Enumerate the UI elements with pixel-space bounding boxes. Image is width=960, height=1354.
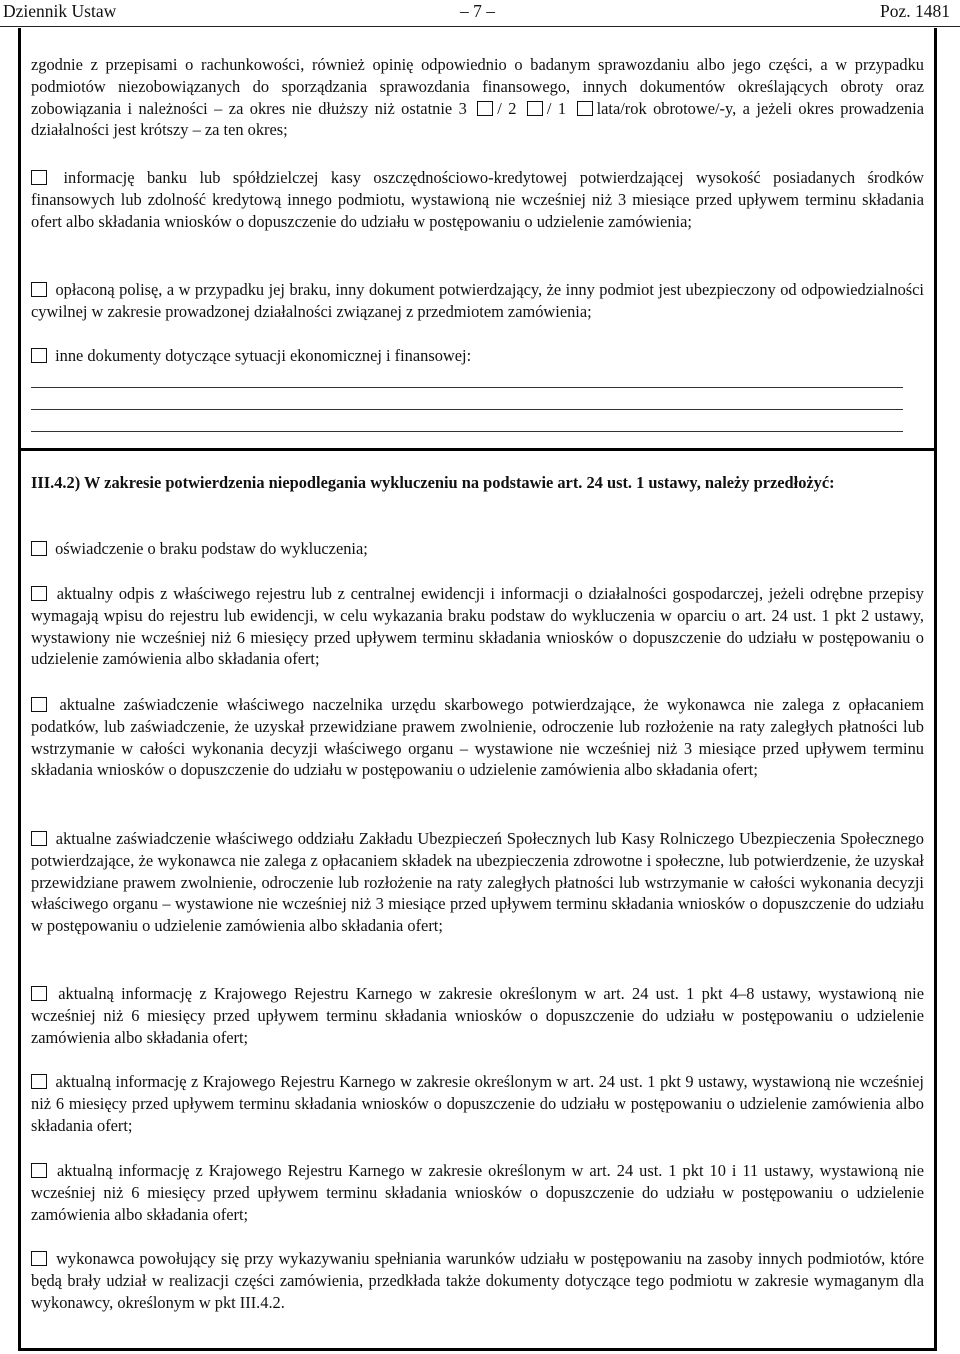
page-header [0, 0, 960, 27]
bank-information-item: informację banku lub spółdzielczej kasy oszczędnościowo-kredytowej potwierdzającej wysokość posiadanych środków finansowych lub zdolność kredytową innego podmiotu, wystawioną nie wcześniej niż 3 miesiące przed upływem terminu składania ofert albo składania wniosków o dopuszczenie do udziału w postępowaniu o udzielenie zamówienia; [31, 168, 924, 231]
checkbox-krk-4-8[interactable] [31, 986, 47, 1001]
checkbox-bank-information[interactable] [31, 170, 47, 185]
krk-4-8-item: aktualną informację z Krajowego Rejestru Karnego w zakresie określonym w art. 24 ust. 1 pkt 4–8 ustawy, wystawioną nie wcześniej niż 6 miesięcy przed upływem terminu składania wniosków o dopuszczenie do udziału w postępowaniu o udzielenie zamówienia albo składania ofert; [31, 984, 924, 1047]
position-number: Poz. 1481 [880, 1, 950, 21]
checkbox-insurance-policy[interactable] [31, 282, 47, 297]
section-heading: III.4.2) W zakresie potwierdzenia niepodlegania wykluczeniu na podstawie art. 24 ust. 1 ustawy, należy przedłożyć: [31, 473, 835, 492]
economic-documents-box [18, 28, 937, 451]
fill-line-1[interactable] [31, 387, 903, 388]
checkbox-other-documents[interactable] [31, 348, 47, 363]
financial-report-paragraph: zgodnie z przepisami o rachunkowości, również opinię odpowiednio o badanym sprawozdaniu albo jego części, a w przypadku podmiotów niezobowiązanych do sporządzania sprawozdania finansowego, innych dokumentów określających obroty oraz zobowiązania i należności – za okres nie dłuższy niż ostatnie 3 / 2 / 1 lata/rok obrotowe/-y, a jeżeli okres prowadzenia działalności jest krótszy – za ten okres; [31, 55, 924, 140]
checkbox-other-entities-resources[interactable] [31, 1251, 47, 1266]
checkbox-2-years[interactable] [527, 101, 543, 116]
checkbox-krk-10-11[interactable] [31, 1163, 47, 1178]
declaration-item: oświadczenie o braku podstaw do wykluczenia; [31, 538, 924, 560]
fill-line-2[interactable] [31, 409, 903, 410]
checkbox-1-year[interactable] [577, 101, 593, 116]
checkbox-krk-9[interactable] [31, 1074, 47, 1089]
checkbox-declaration[interactable] [31, 541, 47, 556]
other-documents-item: inne dokumenty dotyczące sytuacji ekonomicznej i finansowej: [31, 345, 924, 367]
checkbox-register-extract[interactable] [31, 586, 47, 601]
page-number: – 7 – [460, 1, 495, 21]
other-entities-resources-item: wykonawca powołujący się przy wykazywaniu spełniania warunków udziału w postępowaniu na zasoby innych podmiotów, które będą brały udział w realizacji części zamówienia, przedkłada także dokumenty dotyczące tego podmiotu w zakresie wymaganym dla wykonawcy, określonym w pkt III.4.2. [31, 1249, 924, 1312]
checkbox-zus-krus-certificate[interactable] [31, 831, 47, 846]
checkbox-3-years[interactable] [477, 101, 493, 116]
register-extract-item: aktualny odpis z właściwego rejestru lub z centralnej ewidencji i informacji o działalności gospodarczej, jeżeli odrębne przepisy wymagają wpisu do rejestru lub ewidencji, w celu wykazania braku podstaw do wykluczenia w oparciu o art. 24 ust. 1 pkt 2 ustawy, wystawiony nie wcześniej niż 6 miesięcy przed upływem terminu składania wniosków o dopuszczenie do udziału w postępowaniu o udzielenie zamówienia albo składania ofert; [31, 584, 924, 669]
fill-line-3[interactable] [31, 431, 903, 432]
krk-9-item: aktualną informację z Krajowego Rejestru Karnego w zakresie określonym w art. 24 ust. 1 pkt 9 ustawy, wystawioną nie wcześniej niż 6 miesięcy przed upływem terminu składania wniosków o dopuszczenie do udziału w postępowaniu o udzielenie zamówienia albo składania ofert; [31, 1072, 924, 1135]
zus-krus-certificate-item: aktualne zaświadczenie właściwego oddziału Zakładu Ubezpieczeń Społecznych lub Kasy Rolniczego Ubezpieczenia Społecznego potwierdzające, że wykonawca nie zalega z opłacaniem składek na ubezpieczenia zdrowotne i społeczne, lub potwierdzenie, że uzyskał przewidziane prawem zwolnienie, odroczenie lub rozłożenie na raty zaległych płatności lub wstrzymanie w całości wykonania decyzji właściwego organu – wystawione nie wcześniej niż 3 miesiące przed upływem terminu składania wniosków o dopuszczenie do udziału w postępowaniu o udzielenie zamówienia albo składania ofert; [31, 829, 924, 936]
checkbox-tax-certificate[interactable] [31, 697, 47, 712]
journal-title: Dziennik Ustaw [3, 1, 117, 21]
tax-certificate-item: aktualne zaświadczenie właściwego naczelnika urzędu skarbowego potwierdzające, że wykonawca nie zalega z opłacaniem podatków, lub zaświadczenie, że uzyskał przewidziane prawem zwolnienie, odroczenie lub rozłożenie na raty zaległych płatności lub wstrzymanie w całości wykonania decyzji właściwego organu – wystawione nie wcześniej niż 3 miesiące przed upływem terminu składania wniosków o dopuszczenie do udziału w postępowaniu o udzielenie zamówienia albo składania ofert; [31, 695, 924, 780]
krk-10-11-item: aktualną informację z Krajowego Rejestru Karnego w zakresie określonym w art. 24 ust. 1 pkt 10 i 11 ustawy, wystawioną nie wcześniej niż 6 miesięcy przed upływem terminu składania wniosków o dopuszczenie do udziału w postępowaniu o udzielenie zamówienia albo składania ofert; [31, 1161, 924, 1224]
exclusion-documents-box [18, 451, 937, 1351]
insurance-policy-item: opłaconą polisę, a w przypadku jej braku, inny dokument potwierdzający, że inny podmiot jest ubezpieczony od odpowiedzialności cywilnej w zakresie prowadzonej działalności związanej z przedmiotem zamówienia; [31, 280, 924, 321]
